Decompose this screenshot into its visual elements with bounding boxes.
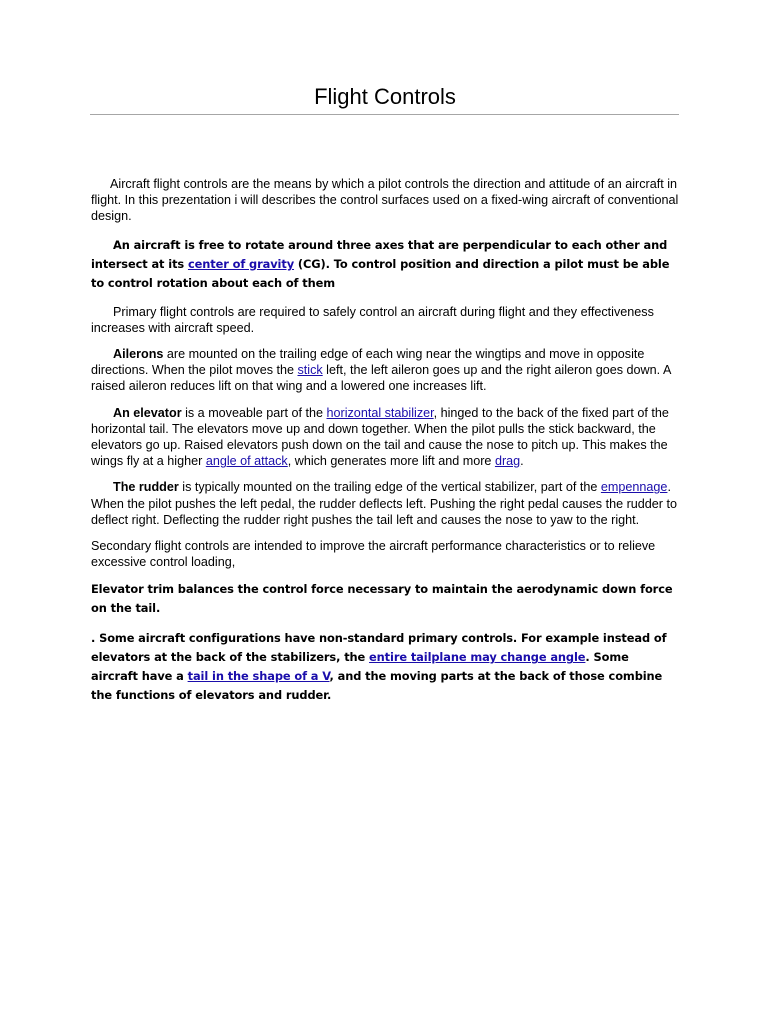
- link-v-tail[interactable]: tail in the shape of a V: [187, 669, 330, 684]
- paragraph-non-standard: [91, 629, 679, 705]
- paragraph-text: is typically mounted on the trailing edge of the vertical stabilizer, part of the: [178, 480, 601, 495]
- term-ailerons: Ailerons: [113, 347, 164, 362]
- page-title: Flight Controls: [314, 84, 456, 109]
- paragraph-intro: [91, 176, 679, 225]
- paragraph-text: Elevator trim balances the control force necessary to maintain the aerodynamic down force on the tail.: [91, 582, 673, 616]
- link-horizontal-stabilizer[interactable]: horizontal stabilizer: [326, 405, 434, 420]
- paragraph-text: left, the left aileron goes up and the right aileron goes down. A raised aileron reduces lift on that wing and a lowered one increases lift.: [91, 363, 671, 394]
- paragraph-ailerons: [91, 346, 679, 395]
- paragraph-rudder: [91, 479, 679, 528]
- link-entire-tailplane[interactable]: entire tailplane may change angle: [369, 650, 586, 665]
- document-body: [91, 176, 679, 705]
- paragraph-text: . Some aircraft configurations have non-standard primary controls. For example instead of elevators at the back of the stabilizers, the: [91, 631, 667, 665]
- link-empennage[interactable]: empennage: [600, 480, 668, 495]
- paragraph-text: is a moveable part of the: [181, 405, 327, 420]
- paragraph-text: are mounted on the trailing edge of each wing near the wingtips and move in opposite directions. When the pilot moves the: [91, 347, 645, 378]
- paragraph-text: , hinged to the back of the fixed part of the horizontal tail. The elevators move up and down together. When the pilot pulls the stick backward, the elevators go up. Raised elevators push down on the tail and cause the nose to pitch up. This makes the wings fly at a higher: [91, 405, 669, 469]
- paragraph-secondary-controls: [91, 538, 679, 570]
- link-center-of-gravity[interactable]: center of gravity: [187, 256, 295, 271]
- link-angle-of-attack[interactable]: angle of attack: [205, 454, 288, 469]
- paragraph-text: , and the moving parts at the back of those combine the functions of elevators and rudder.: [91, 669, 663, 703]
- paragraph-text: , which generates more lift and more: [287, 454, 495, 469]
- paragraph-text: . Some aircraft have a: [91, 650, 629, 684]
- link-drag[interactable]: drag: [494, 454, 521, 469]
- term-rudder: The rudder: [113, 480, 179, 495]
- paragraph-elevator-trim: [91, 580, 679, 618]
- paragraph-axes: [91, 236, 679, 293]
- paragraph-text: Secondary flight controls are intended to improve the aircraft performance characteristics or to relieve excessive control loading,: [91, 539, 656, 570]
- paragraph-text: . When the pilot pushes the left pedal, the rudder deflects left. Pushing the right pedal causes the rudder to deflect right. Deflecting the rudder right pushes the tail left and causes the nose to yaw to the right.: [91, 480, 677, 527]
- link-stick[interactable]: stick: [297, 363, 323, 378]
- paragraph-text: An aircraft is free to rotate around three axes that are perpendicular to each other and intersect at its: [91, 237, 668, 271]
- paragraph-text: Aircraft flight controls are the means by which a pilot controls the direction and attitude of an aircraft in flight. In this prezentation i will describes the control surfaces used on a fixed-wing aircraft of conventional design.: [91, 177, 679, 224]
- term-elevator: An elevator: [113, 405, 182, 420]
- paragraph-elevator: [91, 405, 679, 470]
- paragraph-text: (CG). To control position and direction a pilot must be able to control rotation about each of them: [91, 256, 670, 290]
- paragraph-text: Primary flight controls are required to safely control an aircraft during flight and they effectiveness increases with aircraft speed.: [91, 304, 654, 335]
- paragraph-primary-controls: [91, 304, 679, 336]
- paragraph-text: .: [520, 454, 524, 469]
- title-divider: [90, 114, 679, 115]
